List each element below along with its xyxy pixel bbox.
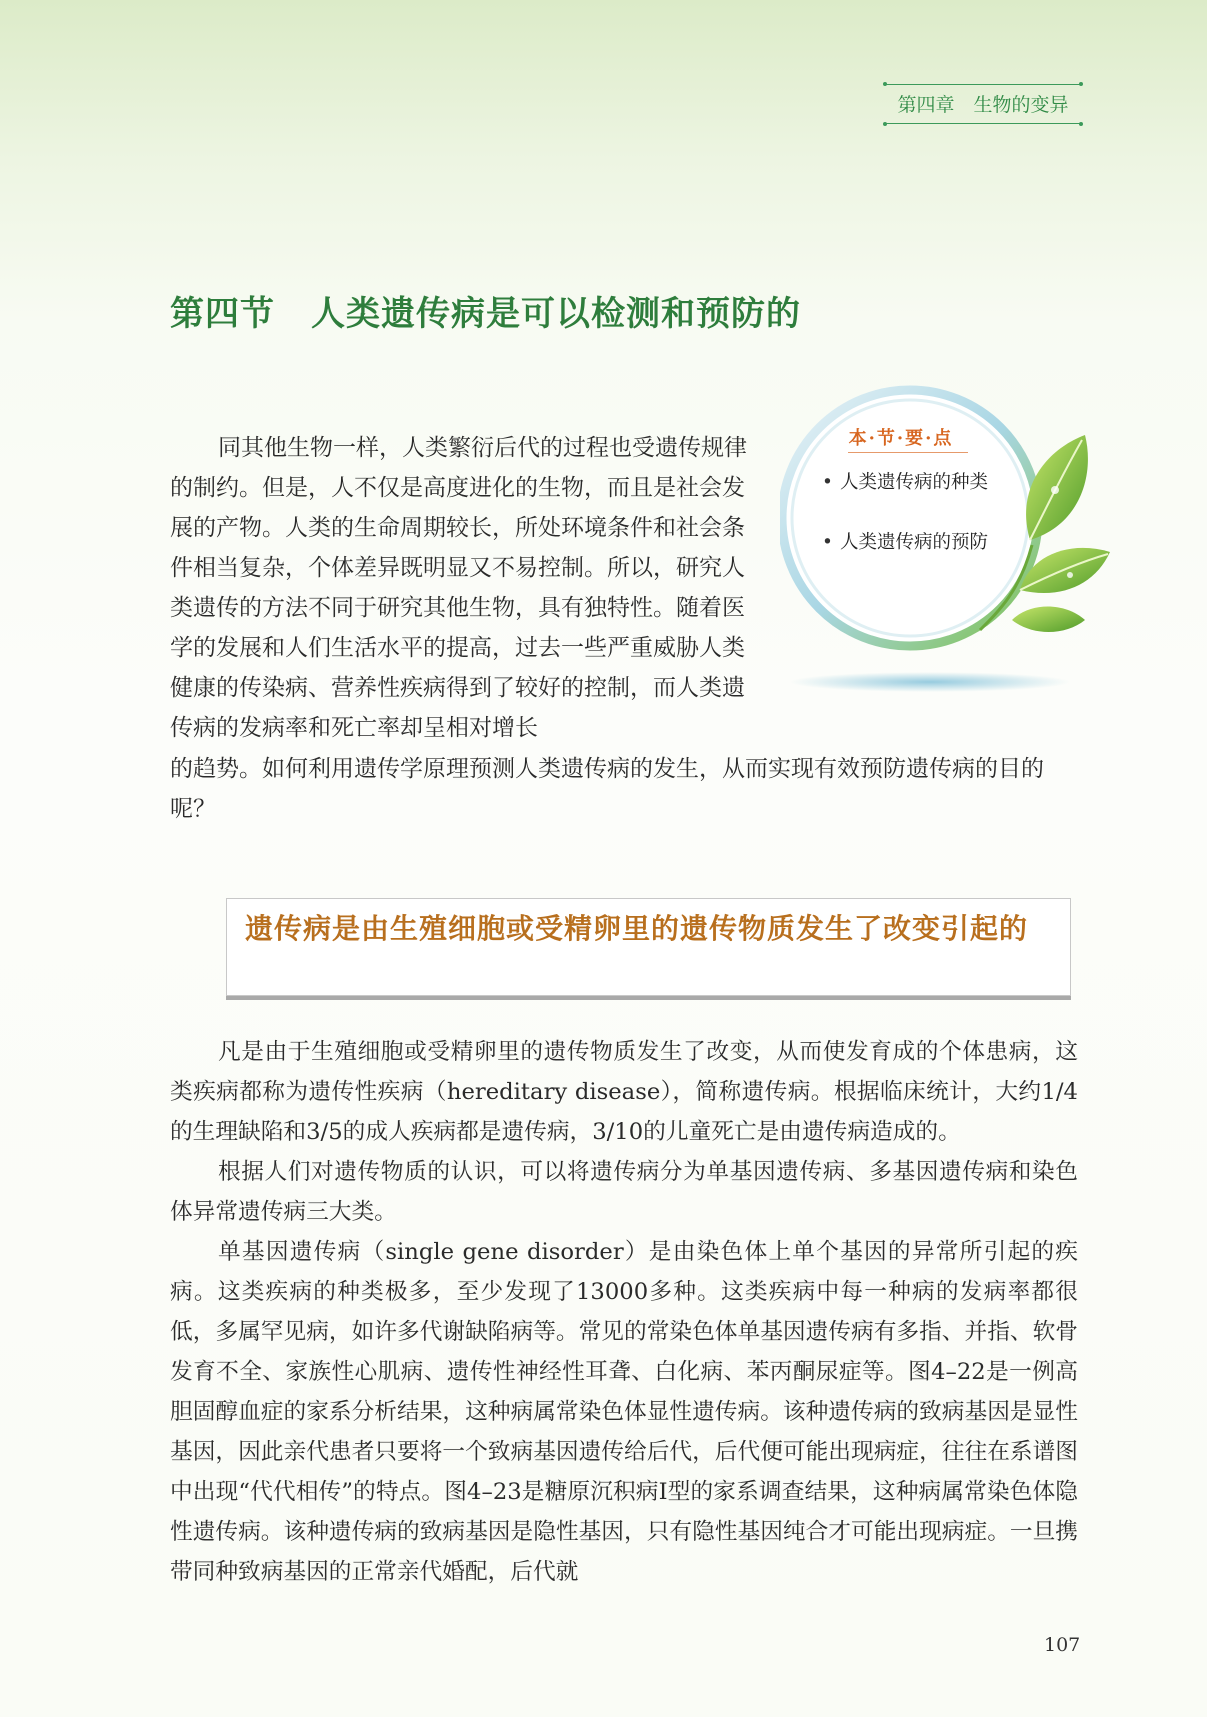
key-points-title: 本·节·要·点 — [848, 428, 954, 449]
section-number: 第四节 — [170, 294, 275, 334]
key-points-rule — [848, 452, 968, 453]
section-title-text: 人类遗传病是可以检测和预防的 — [311, 294, 801, 334]
running-head-text: 第四章 生物的变异 — [897, 94, 1069, 116]
intro-paragraph: 同其他生物一样，人类繁衍后代的过程也受遗传规律的制约。但是，人不仅是高度进化的生物，而且是社会发展的产物。人类的生命周期较长，所处环境条件和社会条件相当复杂，个体差异既明显又不易控制。所以，研究人类遗传的方法不同于研究其他生物，具有独特性。随着医学的发展和人们生活水平的提高，过去一些严重威胁人类健康的传染病、营养性疾病得到了较好的控制，而人类遗传病的发病率和死亡率却呈相对增长 — [170, 435, 747, 741]
subheading: 遗传病是由生殖细胞或受精卵里的遗传物质发生了改变引起的 — [245, 912, 1029, 945]
section-title — [170, 286, 801, 335]
corner-dot — [883, 122, 887, 126]
intro-paragraph-tail: 的趋势。如何利用遗传学原理预测人类遗传病的发生，从而实现有效预防遗传病的目的呢？ — [170, 756, 1044, 822]
leaf-shape — [1012, 607, 1085, 633]
corner-dot — [1079, 82, 1083, 86]
body-text — [170, 1032, 1078, 1592]
subheading-box — [226, 898, 1071, 996]
corner-dot — [883, 82, 887, 86]
body-paragraph: 凡是由于生殖细胞或受精卵里的遗传物质发生了改变，从而使发育成的个体患病，这类疾病都称为遗传性疾病（hereditary disease），简称遗传病。根据临床统计，大约1/4的生理缺陷和3/5的成人疾病都是遗传病，3/10的儿童死亡是由遗传病造成的。 — [170, 1039, 1078, 1145]
corner-dot — [1079, 122, 1083, 126]
running-head — [885, 84, 1081, 124]
key-points-panel — [780, 340, 1180, 720]
key-point-item: • 人类遗传病的种类 — [820, 468, 990, 498]
page-number: 107 — [1044, 1634, 1081, 1656]
key-point-item: • 人类遗传病的预防 — [820, 528, 990, 558]
body-paragraph: 单基因遗传病（single gene disorder）是由染色体上单个基因的异常所引起的疾病。这类疾病的种类极多，至少发现了13000多种。这类疾病中每一种病的发病率都很低，多属罕见病，如许多代谢缺陷病等。常见的常染色体单基因遗传病有多指、并指、软骨发育不全、家族性心肌病、遗传性神经性耳聋、白化病、苯丙酮尿症等。图4–22是一例高胆固醇血症的家系分析结果，这种病属常染色体显性遗传病。该种遗传病的致病基因是显性基因，因此亲代患者只要将一个致病基因遗传给后代，后代便可能出现病症，往往在系谱图中出现“代代相传”的特点。图4–23是糖原沉积病Ⅰ型的家系调查结果，这种病属常染色体隐性遗传病。该种遗传病的致病基因是隐性基因，只有隐性基因纯合才可能出现病症。一旦携带同种致病基因的正常亲代婚配，后代就 — [170, 1239, 1078, 1585]
body-paragraph: 根据人们对遗传物质的认识，可以将遗传病分为单基因遗传病、多基因遗传病和染色体异常遗传病三大类。 — [170, 1159, 1078, 1225]
